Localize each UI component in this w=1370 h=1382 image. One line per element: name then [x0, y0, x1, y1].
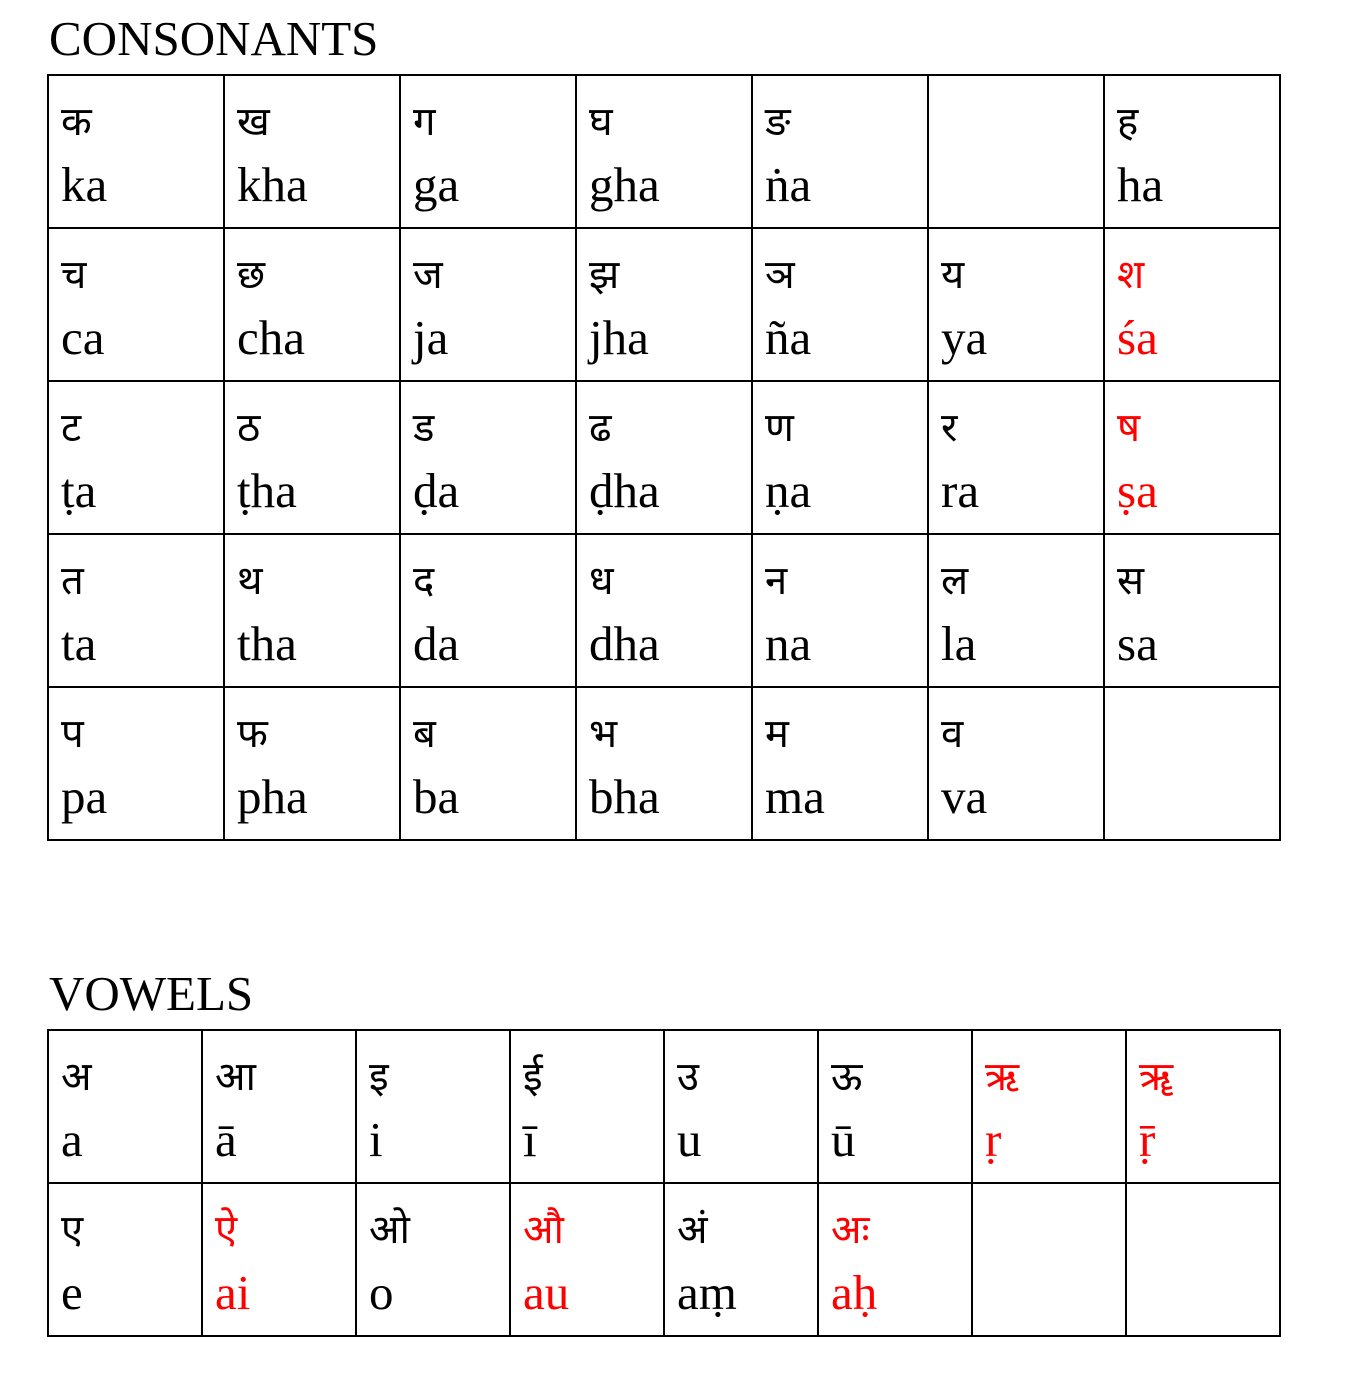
consonant-cell: [1104, 228, 1280, 381]
transliteration: ṝ: [1139, 1112, 1156, 1167]
consonant-cell: [752, 381, 928, 534]
devanagari-letter: ओ: [369, 1207, 410, 1253]
consonant-cell: [48, 228, 224, 381]
devanagari-letter: द: [413, 558, 435, 604]
transliteration: va: [941, 769, 988, 824]
transliteration: ṣa: [1117, 463, 1158, 518]
transliteration: sa: [1117, 616, 1158, 671]
transliteration: pha: [237, 769, 308, 824]
transliteration: la: [941, 616, 977, 671]
consonant-row: [48, 75, 1280, 228]
transliteration: ṭa: [61, 463, 97, 518]
devanagari-letter: थ: [237, 558, 263, 604]
devanagari-letter: ड: [413, 405, 435, 451]
transliteration: ḍha: [589, 463, 660, 518]
consonant-cell: [400, 381, 576, 534]
consonant-row: [48, 534, 1280, 687]
transliteration: aḥ: [831, 1265, 878, 1320]
vowel-cell: [48, 1030, 202, 1183]
transliteration: kha: [237, 157, 308, 212]
transliteration: ña: [765, 310, 812, 365]
consonant-cell: [48, 687, 224, 840]
vowel-row: [48, 1183, 1280, 1336]
devanagari-letter: ब: [413, 711, 436, 757]
transliteration: ḍa: [413, 463, 460, 518]
transliteration: ā: [215, 1112, 237, 1167]
consonant-cell: [1104, 75, 1280, 228]
consonant-cell: [224, 228, 400, 381]
devanagari-letter: फ: [237, 711, 268, 757]
transliteration: bha: [589, 769, 660, 824]
vowel-cell: [664, 1183, 818, 1336]
transliteration: i: [369, 1112, 383, 1167]
devanagari-letter: ई: [523, 1054, 543, 1100]
consonant-cell: [224, 381, 400, 534]
devanagari-letter: ह: [1117, 99, 1139, 145]
consonant-cell: [400, 75, 576, 228]
devanagari-letter: म: [765, 711, 789, 757]
vowel-cell: [510, 1030, 664, 1183]
transliteration: ai: [215, 1265, 251, 1320]
consonant-cell: [576, 381, 752, 534]
consonant-cell: [400, 228, 576, 381]
consonant-cell: [1104, 687, 1280, 840]
devanagari-letter: छ: [237, 252, 266, 298]
devanagari-letter: भ: [589, 711, 618, 757]
vowel-cell: [818, 1030, 972, 1183]
devanagari-letter: ग: [413, 99, 436, 145]
consonant-cell: [48, 381, 224, 534]
consonant-cell: [400, 687, 576, 840]
vowel-cell: [818, 1183, 972, 1336]
devanagari-letter: श: [1117, 252, 1145, 298]
devanagari-letter: ऊ: [831, 1054, 863, 1100]
transliteration: a: [61, 1112, 83, 1167]
devanagari-letter: [1139, 1184, 1279, 1266]
consonant-cell: [752, 75, 928, 228]
consonant-cell: [928, 75, 1104, 228]
consonant-cell: [400, 534, 576, 687]
consonant-row: [48, 381, 1280, 534]
devanagari-letter: [1117, 688, 1279, 770]
devanagari-letter: प: [61, 711, 84, 757]
devanagari-letter: ख: [237, 99, 270, 145]
transliteration: tha: [237, 616, 297, 671]
consonant-cell: [928, 687, 1104, 840]
transliteration: au: [523, 1265, 570, 1320]
devanagari-letter: ठ: [237, 405, 261, 451]
transliteration: ka: [61, 157, 108, 212]
transliteration: ṅa: [765, 157, 812, 212]
transliteration: [985, 1266, 1125, 1268]
vowel-cell: [1126, 1183, 1280, 1336]
consonant-row: [48, 228, 1280, 381]
devanagari-letter: व: [941, 711, 964, 757]
vowel-cell: [356, 1183, 510, 1336]
transliteration: ca: [61, 310, 105, 365]
consonant-cell: [928, 228, 1104, 381]
consonant-cell: [928, 534, 1104, 687]
devanagari-letter: ण: [765, 405, 794, 451]
devanagari-letter: त: [61, 558, 84, 604]
transliteration: ra: [941, 463, 980, 518]
transliteration: e: [61, 1265, 83, 1320]
vowels-heading: VOWELS: [49, 966, 254, 1021]
consonant-cell: [224, 534, 400, 687]
transliteration: [1117, 770, 1279, 772]
devanagari-letter: ज: [413, 252, 443, 298]
devanagari-letter: न: [765, 558, 788, 604]
consonants-table: [47, 74, 1281, 841]
transliteration: ga: [413, 157, 460, 212]
devanagari-letter: अः: [831, 1207, 870, 1253]
devanagari-letter: र: [941, 405, 958, 451]
consonant-row: [48, 687, 1280, 840]
transliteration: ṛ: [985, 1112, 1002, 1167]
transliteration: [1139, 1266, 1279, 1268]
transliteration: aṃ: [677, 1265, 737, 1320]
consonant-cell: [224, 687, 400, 840]
devanagari-letter: क: [61, 99, 92, 145]
vowel-cell: [202, 1183, 356, 1336]
consonant-cell: [224, 75, 400, 228]
vowel-cell: [202, 1030, 356, 1183]
devanagari-letter: ऐ: [215, 1207, 238, 1253]
transliteration: ha: [1117, 157, 1164, 212]
transliteration: pa: [61, 769, 108, 824]
consonant-cell: [576, 534, 752, 687]
transliteration: o: [369, 1265, 394, 1320]
transliteration: ṭha: [237, 463, 297, 518]
devanagari-letter: उ: [677, 1054, 699, 1100]
devanagari-letter: आ: [215, 1054, 256, 1100]
devanagari-letter: अ: [61, 1054, 92, 1100]
transliteration: ṇa: [765, 463, 812, 518]
consonant-cell: [1104, 381, 1280, 534]
devanagari-letter: ष: [1117, 405, 1141, 451]
vowel-cell: [510, 1183, 664, 1336]
consonants-heading: CONSONANTS: [49, 11, 379, 66]
transliteration: ū: [831, 1112, 856, 1167]
vowel-cell: [664, 1030, 818, 1183]
consonant-cell: [928, 381, 1104, 534]
devanagari-letter: ञ: [765, 252, 795, 298]
devanagari-letter: औ: [523, 1207, 564, 1253]
transliteration: na: [765, 616, 812, 671]
consonant-cell: [576, 687, 752, 840]
transliteration: ba: [413, 769, 460, 824]
devanagari-letter: ऋ: [985, 1054, 1020, 1100]
transliteration: jha: [589, 310, 649, 365]
devanagari-letter: ढ: [589, 405, 612, 451]
transliteration: ta: [61, 616, 97, 671]
transliteration: cha: [237, 310, 305, 365]
consonant-cell: [48, 534, 224, 687]
transliteration: dha: [589, 616, 660, 671]
transliteration: [941, 158, 1103, 160]
devanagari-letter: ट: [61, 405, 82, 451]
devanagari-letter: इ: [369, 1054, 389, 1100]
devanagari-letter: झ: [589, 252, 620, 298]
devanagari-letter: य: [941, 252, 965, 298]
consonant-cell: [576, 228, 752, 381]
devanagari-letter: ङ: [765, 99, 791, 145]
vowel-cell: [1126, 1030, 1280, 1183]
vowel-cell: [972, 1030, 1126, 1183]
vowel-cell: [356, 1030, 510, 1183]
transliteration: gha: [589, 157, 660, 212]
devanagari-letter: घ: [589, 99, 613, 145]
devanagari-letter: ॠ: [1139, 1054, 1174, 1100]
vowel-row: [48, 1030, 1280, 1183]
transliteration: ja: [413, 310, 449, 365]
transliteration: da: [413, 616, 460, 671]
consonant-cell: [48, 75, 224, 228]
consonant-cell: [752, 687, 928, 840]
devanagari-letter: च: [61, 252, 87, 298]
vowel-cell: [48, 1183, 202, 1336]
transliteration: ī: [523, 1112, 537, 1167]
devanagari-letter: [941, 76, 1103, 158]
devanagari-letter: ए: [61, 1207, 84, 1253]
devanagari-letter: अं: [677, 1207, 708, 1253]
vowel-cell: [972, 1183, 1126, 1336]
transliteration: śa: [1117, 310, 1158, 365]
consonant-cell: [576, 75, 752, 228]
transliteration: ya: [941, 310, 988, 365]
consonant-cell: [1104, 534, 1280, 687]
consonant-cell: [752, 534, 928, 687]
devanagari-letter: [985, 1184, 1125, 1266]
consonant-cell: [752, 228, 928, 381]
devanagari-letter: ल: [941, 558, 969, 604]
devanagari-letter: ध: [589, 558, 614, 604]
transliteration: u: [677, 1112, 702, 1167]
vowels-table: [47, 1029, 1281, 1337]
transliteration: ma: [765, 769, 825, 824]
devanagari-letter: स: [1117, 558, 1145, 604]
